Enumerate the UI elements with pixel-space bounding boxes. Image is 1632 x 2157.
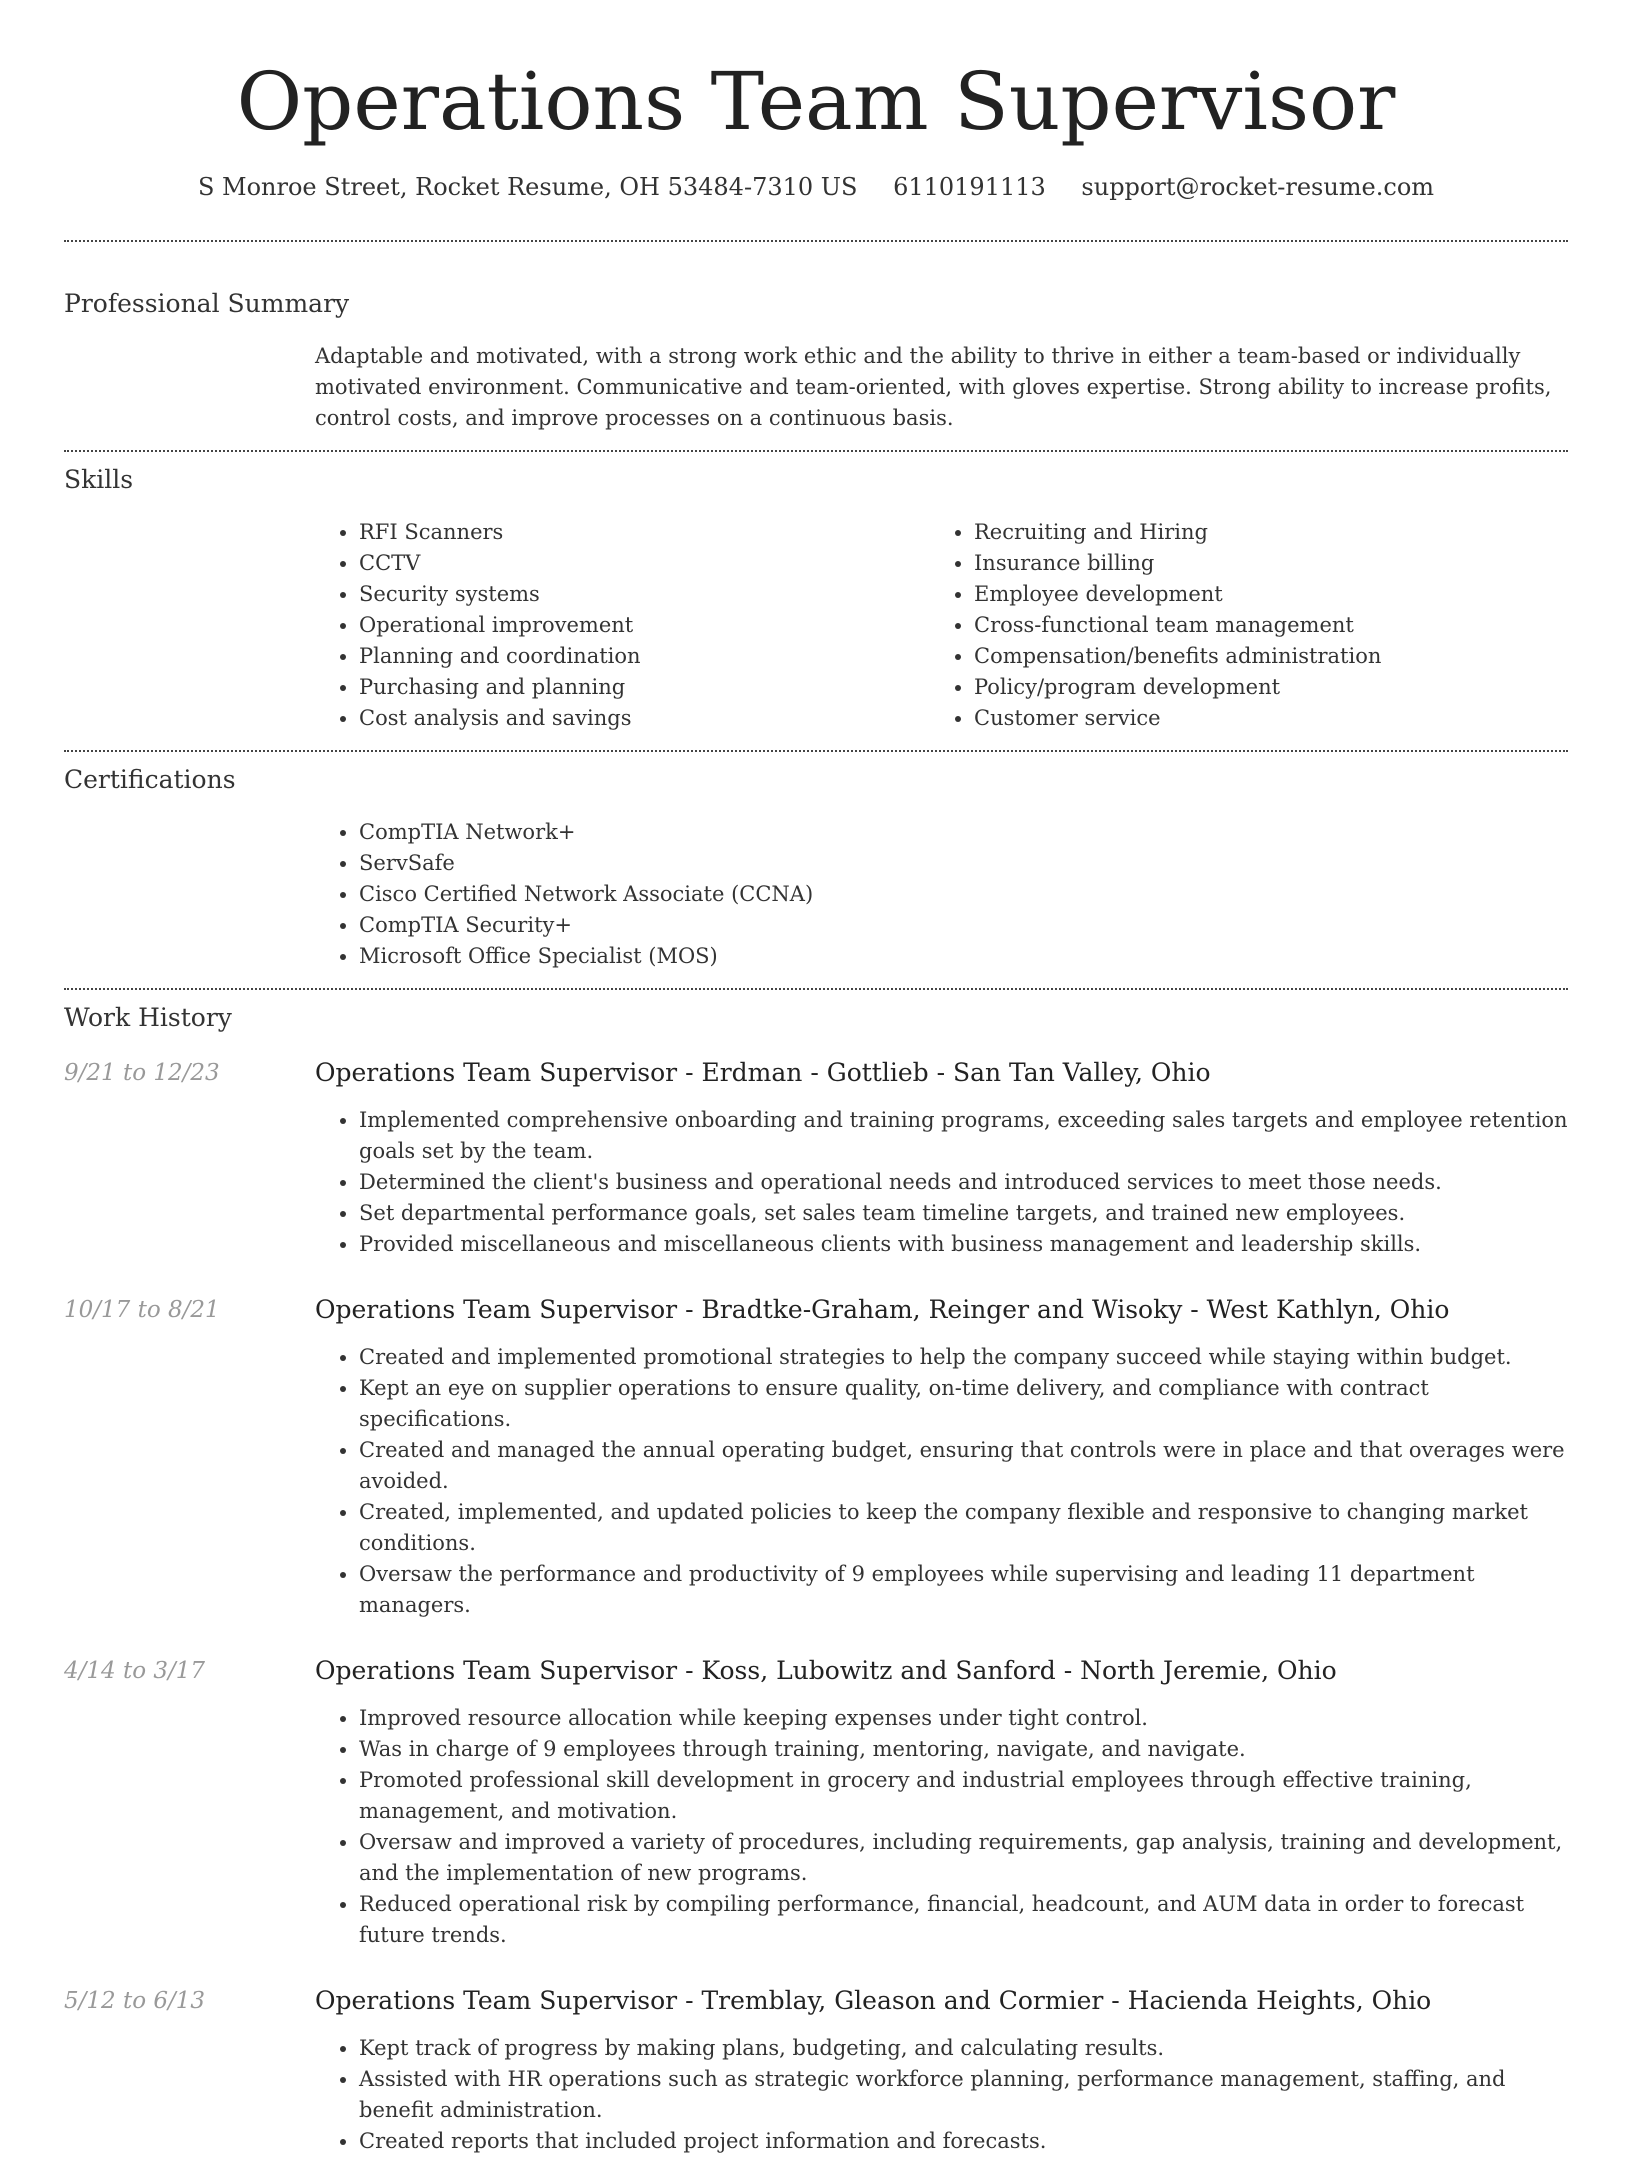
job-title: Operations Team Supervisor - Tremblay, Gleason and Cormier - Hacienda Heights, Ohio (315, 1986, 1432, 2015)
skill-item: • Planning and coordination (359, 641, 930, 672)
job-bullet: • Was in charge of 9 employees through training, mentoring, navigate, and navigate. (359, 1734, 1568, 1765)
certifications-list (315, 817, 1568, 972)
skill-item: • Policy/program development (974, 672, 1545, 703)
contact-line (64, 170, 1568, 204)
job-bullets (315, 1342, 1568, 1621)
job-dates: 9/21 to 12/23 (64, 1060, 220, 1086)
job-bullets (315, 1105, 1568, 1260)
certification-item: • CompTIA Security+ (359, 910, 1568, 941)
skill-item: • Cost analysis and savings (359, 703, 930, 734)
job-dates: 4/14 to 3/17 (64, 1658, 206, 1684)
skill-item: • Cross-functional team management (974, 610, 1545, 641)
skill-item: • CCTV (359, 548, 930, 579)
skills-list-left (315, 517, 930, 734)
work-history-title: Work History (64, 1003, 232, 1032)
skills-title: Skills (64, 465, 134, 494)
job-dates: 10/17 to 8/21 (64, 1297, 220, 1323)
job-bullet: • Kept an eye on supplier operations to ensure quality, on-time delivery, and compliance with contract specifications. (359, 1373, 1568, 1435)
job-bullet: • Oversaw and improved a variety of procedures, including requirements, gap analysis, training and development, and the implementation of new programs. (359, 1827, 1568, 1889)
job-bullet: • Determined the client's business and operational needs and introduced services to meet those needs. (359, 1167, 1568, 1198)
job-bullet: • Created and managed the annual operating budget, ensuring that controls were in place and that overages were avoided. (359, 1435, 1568, 1497)
skill-item: • Security systems (359, 579, 930, 610)
job-bullet: • Improved resource allocation while keeping expenses under tight control. (359, 1703, 1568, 1734)
job-bullets (315, 1703, 1568, 1951)
job-entry (64, 1654, 1568, 1951)
certification-item: • ServSafe (359, 848, 1568, 879)
email: support@rocket-resume.com (1081, 173, 1435, 201)
job-bullet: • Oversaw the performance and productivity of 9 employees while supervising and leading 11 department managers. (359, 1559, 1568, 1621)
skill-item: • Insurance billing (974, 548, 1545, 579)
certifications-title: Certifications (64, 765, 236, 794)
skill-item: • Employee development (974, 579, 1545, 610)
summary-text: Adaptable and motivated, with a strong work ethic and the ability to thrive in either a team-based or individually motivated environment. Communicative and team-oriented, with gloves expertise. Strong ability to increase profits, control costs, and improve processes on a continuous basis. (315, 344, 1552, 430)
job-bullet: • Reduced operational risk by compiling performance, financial, headcount, and AUM data in order to forecast future trends. (359, 1889, 1568, 1951)
job-bullet: • Created reports that included project information and forecasts. (359, 2126, 1568, 2157)
job-bullet: • Created and implemented promotional strategies to help the company succeed while staying within budget. (359, 1342, 1568, 1373)
skills-section (64, 452, 1568, 734)
certifications-section (64, 752, 1568, 972)
job-title: Operations Team Supervisor - Erdman - Gottlieb - San Tan Valley, Ohio (315, 1058, 1211, 1087)
skills-list-right (930, 517, 1545, 734)
skill-item: • Operational improvement (359, 610, 930, 641)
certification-item: • Cisco Certified Network Associate (CCNA) (359, 879, 1568, 910)
phone: 6110191113 (893, 173, 1046, 201)
job-entry (64, 1056, 1568, 1260)
job-entry (64, 1293, 1568, 1621)
certification-item: • CompTIA Network+ (359, 817, 1568, 848)
summary-title: Professional Summary (64, 289, 350, 318)
skill-item: • Customer service (974, 703, 1545, 734)
job-bullet: • Assisted with HR operations such as strategic workforce planning, performance management, staffing, and benefit administration. (359, 2064, 1568, 2126)
job-bullet: • Promoted professional skill development in grocery and industrial employees through effective training, management, and motivation. (359, 1765, 1568, 1827)
candidate-name: Operations Team Supervisor (236, 55, 1396, 148)
work-history-section (64, 990, 1568, 2157)
job-dates: 5/12 to 6/13 (64, 1988, 206, 2014)
certification-item: • Microsoft Office Specialist (MOS) (359, 941, 1568, 972)
job-entry (64, 1984, 1568, 2157)
skill-item: • Purchasing and planning (359, 672, 930, 703)
summary-section (64, 242, 1568, 434)
job-bullets (315, 2033, 1568, 2157)
address: S Monroe Street, Rocket Resume, OH 53484-7310 US (197, 173, 858, 201)
job-bullet: • Created, implemented, and updated policies to keep the company flexible and responsive to changing market conditions. (359, 1497, 1568, 1559)
skill-item: • Compensation/benefits administration (974, 641, 1545, 672)
resume-page (64, 0, 1568, 2157)
job-bullet: • Set departmental performance goals, set sales team timeline targets, and trained new employees. (359, 1198, 1568, 1229)
job-bullet: • Provided miscellaneous and miscellaneous clients with business management and leadership skills. (359, 1229, 1568, 1260)
job-title: Operations Team Supervisor - Koss, Lubowitz and Sanford - North Jeremie, Ohio (315, 1656, 1337, 1685)
job-bullet: • Kept track of progress by making plans, budgeting, and calculating results. (359, 2033, 1568, 2064)
skill-item: • RFI Scanners (359, 517, 930, 548)
skill-item: • Recruiting and Hiring (974, 517, 1545, 548)
job-title: Operations Team Supervisor - Bradtke-Graham, Reinger and Wisoky - West Kathlyn, Ohio (315, 1295, 1450, 1324)
job-bullet: • Implemented comprehensive onboarding and training programs, exceeding sales targets and employee retention goals set by the team. (359, 1105, 1568, 1167)
